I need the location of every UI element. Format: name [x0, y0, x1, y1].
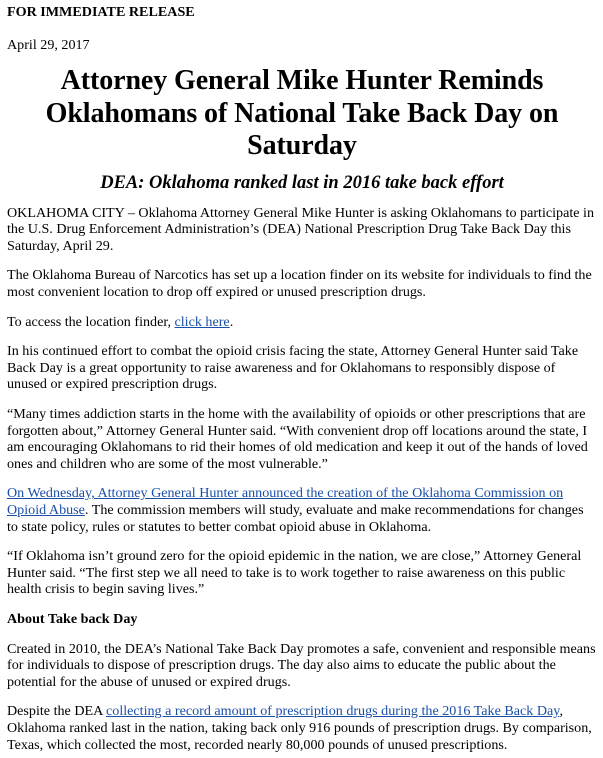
access-finder-text: To access the location finder,	[7, 313, 175, 330]
access-finder-suffix: .	[229, 313, 234, 330]
release-label: FOR IMMEDIATE RELEASE	[7, 4, 195, 20]
paragraph-commission	[7, 485, 597, 535]
click-here-link[interactable]: click here	[174, 313, 230, 330]
headline: Attorney General Mike Hunter Reminds Oklahomans of National Take Back Day on Saturday	[45, 65, 559, 162]
paragraph-oklahoma-ranking	[7, 703, 597, 753]
record-collection-link[interactable]: collecting a record amount of prescription drugs during the 2016 Take Back Day	[106, 703, 560, 720]
paragraph-quote-ground-zero: “If Oklahoma isn’t ground zero for the opioid epidemic in the nation, we are close,” Attorney General Hunter said. “The first step we all need to take is to work together to raise awareness on this public health crisis to begin saving lives.”	[7, 548, 582, 598]
commission-announcement-link[interactable]: On Wednesday, Attorney General Hunter announced the creation of the Oklahoma Commission on Opioid Abuse	[7, 485, 564, 518]
commission-text: . The commission members will study, evaluate and make recommendations for changes to state policy, rules or statutes to better combat opioid abuse in Oklahoma.	[7, 502, 584, 535]
paragraph-opioid-crisis: In his continued effort to combat the opioid crisis facing the state, Attorney General Hunter said Take Back Day is a great opportunity to raise awareness and for Oklahomans to responsibly dispose of unused or expired prescription drugs.	[7, 343, 579, 393]
paragraph-intro: OKLAHOMA CITY – Oklahoma Attorney General Mike Hunter is asking Oklahomans to participate in the U.S. Drug Enforcement Administration’s (DEA) National Prescription Drug Take Back Day this Saturday, April 29.	[7, 204, 594, 254]
subheadline: DEA: Oklahoma ranked last in 2016 take back effort	[100, 172, 504, 193]
ranking-prefix: Despite the DEA	[7, 703, 107, 720]
release-date: April 29, 2017	[7, 36, 90, 53]
paragraph-about-take-back: Created in 2010, the DEA’s National Take Back Day promotes a safe, convenient and responsible means for individuals to dispose of prescription drugs. The day also aims to educate the public about the potential for the abuse of unused or expired drugs.	[7, 640, 596, 690]
ranking-text: , Oklahoma ranked last in the nation, taking back only 916 pounds of prescription drugs. By comparison, Texas, which collected the most, recorded nearly 80,000 pounds of unused prescriptions.	[7, 703, 592, 753]
paragraph-quote-addiction: “Many times addiction starts in the home with the availability of opioids or other prescriptions that are forgotten about,” Attorney General Hunter said. “With convenient drop off locations around the state, I am encouraging Oklahomans to rid their homes of old medication and keep it out of the hands of loved ones and children who are some of the most vulnerable.”	[7, 406, 588, 472]
paragraph-location-finder: The Oklahoma Bureau of Narcotics has set up a location finder on its website for individuals to find the most convenient location to drop off expired or unused prescription drugs.	[7, 267, 592, 301]
section-heading-about: About Take back Day	[7, 610, 138, 627]
paragraph-access-finder	[7, 314, 597, 331]
